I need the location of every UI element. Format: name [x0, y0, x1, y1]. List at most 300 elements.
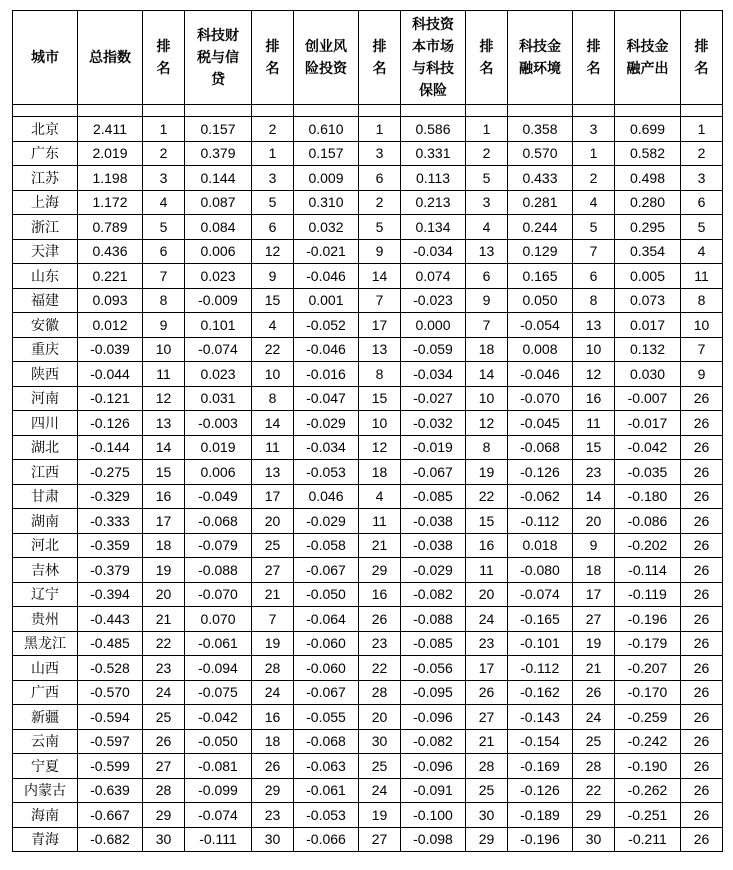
table-row	[13, 729, 723, 754]
value-cell: 26	[681, 680, 723, 705]
value-cell: -0.003	[185, 411, 252, 436]
value-cell: 20	[252, 509, 294, 534]
value-cell: 0.074	[401, 264, 466, 289]
header-line: 城市	[31, 49, 59, 66]
table-row	[13, 239, 723, 264]
value-cell: 16	[359, 582, 401, 607]
column-header-7	[401, 11, 466, 105]
value-cell: 15	[573, 435, 615, 460]
value-cell: -0.074	[185, 337, 252, 362]
value-cell: 0.031	[185, 386, 252, 411]
value-cell: 26	[681, 803, 723, 828]
header-line: 本市场	[412, 38, 454, 55]
column-header-12	[681, 11, 723, 105]
value-cell: -0.094	[185, 656, 252, 681]
value-cell: 14	[466, 362, 508, 387]
value-cell: 8	[681, 288, 723, 313]
value-cell: -0.100	[401, 803, 466, 828]
city-cell: 贵州	[13, 607, 78, 632]
table-row	[13, 411, 723, 436]
column-header-11	[615, 11, 681, 105]
value-cell: 9	[143, 313, 185, 338]
value-cell: -0.251	[615, 803, 681, 828]
column-header-1	[78, 11, 143, 105]
city-cell: 山西	[13, 656, 78, 681]
value-cell: 17	[252, 484, 294, 509]
value-cell: -0.485	[78, 631, 143, 656]
value-cell: -0.047	[294, 386, 359, 411]
value-cell: 8	[466, 435, 508, 460]
value-cell: -0.099	[185, 778, 252, 803]
value-cell: 0.019	[185, 435, 252, 460]
value-cell: -0.144	[78, 435, 143, 460]
value-cell: 9	[573, 533, 615, 558]
value-cell: 0.129	[508, 239, 573, 264]
value-cell: 14	[359, 264, 401, 289]
value-cell: 12	[252, 239, 294, 264]
value-cell: 1	[681, 117, 723, 142]
spacer-cell	[401, 105, 466, 117]
table-row	[13, 656, 723, 681]
city-cell: 浙江	[13, 215, 78, 240]
header-line: 排	[586, 38, 601, 55]
value-cell: -0.066	[294, 827, 359, 852]
value-cell: -0.050	[185, 729, 252, 754]
value-cell: -0.096	[401, 754, 466, 779]
column-header-3	[185, 11, 252, 105]
header-row	[13, 11, 723, 105]
value-cell: 19	[573, 631, 615, 656]
value-cell: 23	[252, 803, 294, 828]
value-cell: -0.074	[185, 803, 252, 828]
value-cell: 2	[681, 141, 723, 166]
value-cell: 18	[359, 460, 401, 485]
value-cell: 0.165	[508, 264, 573, 289]
value-cell: -0.061	[185, 631, 252, 656]
value-cell: 5	[466, 166, 508, 191]
city-cell: 河北	[13, 533, 78, 558]
value-cell: 11	[466, 558, 508, 583]
value-cell: 19	[252, 631, 294, 656]
value-cell: -0.079	[185, 533, 252, 558]
value-cell: 26	[681, 484, 723, 509]
spacer-cell	[185, 105, 252, 117]
value-cell: 8	[252, 386, 294, 411]
value-cell: 3	[252, 166, 294, 191]
value-cell: 28	[252, 656, 294, 681]
value-cell: 2.411	[78, 117, 143, 142]
value-cell: 6	[143, 239, 185, 264]
value-cell: 0.280	[615, 190, 681, 215]
value-cell: 22	[143, 631, 185, 656]
value-cell: 0.009	[294, 166, 359, 191]
value-cell: -0.359	[78, 533, 143, 558]
value-cell: -0.046	[508, 362, 573, 387]
value-cell: 0.087	[185, 190, 252, 215]
city-cell: 上海	[13, 190, 78, 215]
header-line: 排	[372, 38, 387, 55]
value-cell: 10	[252, 362, 294, 387]
value-cell: -0.095	[401, 680, 466, 705]
city-cell: 新疆	[13, 705, 78, 730]
city-cell: 广西	[13, 680, 78, 705]
value-cell: 0.006	[185, 460, 252, 485]
value-cell: -0.196	[615, 607, 681, 632]
value-cell: 7	[252, 607, 294, 632]
value-cell: -0.070	[185, 582, 252, 607]
value-cell: 0.084	[185, 215, 252, 240]
value-cell: -0.189	[508, 803, 573, 828]
value-cell: 9	[681, 362, 723, 387]
city-cell: 江西	[13, 460, 78, 485]
value-cell: 13	[466, 239, 508, 264]
header-line: 排	[265, 38, 280, 55]
value-cell: 4	[359, 484, 401, 509]
city-cell: 重庆	[13, 337, 78, 362]
value-cell: -0.042	[615, 435, 681, 460]
value-cell: 20	[466, 582, 508, 607]
header-line: 贷	[211, 71, 225, 88]
header-line: 科技金	[519, 38, 561, 55]
city-cell: 辽宁	[13, 582, 78, 607]
value-cell: 5	[143, 215, 185, 240]
value-cell: -0.639	[78, 778, 143, 803]
header-line: 融环境	[519, 60, 561, 77]
value-cell: -0.070	[508, 386, 573, 411]
value-cell: 0.582	[615, 141, 681, 166]
value-cell: -0.017	[615, 411, 681, 436]
table-row	[13, 288, 723, 313]
value-cell: -0.034	[401, 239, 466, 264]
value-cell: -0.061	[294, 778, 359, 803]
header-line: 排	[156, 38, 171, 55]
value-cell: 23	[359, 631, 401, 656]
value-cell: 2.019	[78, 141, 143, 166]
value-cell: -0.053	[294, 803, 359, 828]
value-cell: 2	[252, 117, 294, 142]
value-cell: 26	[573, 680, 615, 705]
value-cell: 29	[466, 827, 508, 852]
value-cell: 0.023	[185, 264, 252, 289]
header-line: 险投资	[305, 60, 347, 77]
value-cell: 11	[573, 411, 615, 436]
value-cell: -0.075	[185, 680, 252, 705]
value-cell: 30	[252, 827, 294, 852]
value-cell: 21	[252, 582, 294, 607]
city-cell: 福建	[13, 288, 78, 313]
value-cell: -0.126	[508, 460, 573, 485]
value-cell: 26	[359, 607, 401, 632]
spacer-cell	[466, 105, 508, 117]
value-cell: -0.443	[78, 607, 143, 632]
value-cell: 22	[359, 656, 401, 681]
value-cell: -0.027	[401, 386, 466, 411]
value-cell: 0.221	[78, 264, 143, 289]
value-cell: 0.005	[615, 264, 681, 289]
value-cell: 14	[143, 435, 185, 460]
value-cell: 0.610	[294, 117, 359, 142]
value-cell: -0.042	[185, 705, 252, 730]
header-line: 名	[694, 60, 709, 77]
city-cell: 海南	[13, 803, 78, 828]
value-cell: 22	[252, 337, 294, 362]
value-cell: -0.029	[401, 558, 466, 583]
value-cell: 21	[359, 533, 401, 558]
table-row	[13, 533, 723, 558]
value-cell: -0.029	[294, 411, 359, 436]
value-cell: -0.098	[401, 827, 466, 852]
value-cell: 21	[143, 607, 185, 632]
city-cell: 天津	[13, 239, 78, 264]
value-cell: 26	[681, 411, 723, 436]
value-cell: -0.021	[294, 239, 359, 264]
value-cell: 15	[466, 509, 508, 534]
table-row	[13, 631, 723, 656]
header-line: 名	[586, 60, 601, 77]
value-cell: -0.329	[78, 484, 143, 509]
value-cell: 30	[359, 729, 401, 754]
header-line: 创业风	[305, 38, 347, 55]
table-body	[13, 117, 723, 852]
value-cell: -0.049	[185, 484, 252, 509]
value-cell: 28	[143, 778, 185, 803]
value-cell: 16	[252, 705, 294, 730]
header-line: 科技财	[197, 27, 239, 44]
value-cell: -0.038	[401, 533, 466, 558]
value-cell: -0.053	[294, 460, 359, 485]
value-cell: 25	[252, 533, 294, 558]
table-row	[13, 460, 723, 485]
column-header-6	[359, 11, 401, 105]
header-line: 科技金	[626, 38, 669, 55]
table-row	[13, 754, 723, 779]
value-cell: 0.144	[185, 166, 252, 191]
value-cell: -0.081	[185, 754, 252, 779]
table-row	[13, 705, 723, 730]
value-cell: -0.207	[615, 656, 681, 681]
value-cell: 27	[466, 705, 508, 730]
value-cell: 0.000	[401, 313, 466, 338]
value-cell: 5	[573, 215, 615, 240]
value-cell: 25	[143, 705, 185, 730]
table-row	[13, 803, 723, 828]
table-row	[13, 313, 723, 338]
value-cell: 3	[681, 166, 723, 191]
value-cell: 10	[359, 411, 401, 436]
city-cell: 吉林	[13, 558, 78, 583]
value-cell: 0.132	[615, 337, 681, 362]
spacer-cell	[13, 105, 78, 117]
table-row	[13, 386, 723, 411]
value-cell: -0.165	[508, 607, 573, 632]
value-cell: -0.044	[78, 362, 143, 387]
table-row	[13, 117, 723, 142]
city-cell: 宁夏	[13, 754, 78, 779]
value-cell: 27	[252, 558, 294, 583]
value-cell: -0.085	[401, 484, 466, 509]
value-cell: 26	[143, 729, 185, 754]
value-cell: 11	[681, 264, 723, 289]
value-cell: -0.063	[294, 754, 359, 779]
value-cell: 6	[359, 166, 401, 191]
value-cell: -0.259	[615, 705, 681, 730]
value-cell: 7	[466, 313, 508, 338]
value-cell: -0.034	[401, 362, 466, 387]
value-cell: 13	[359, 337, 401, 362]
value-cell: -0.528	[78, 656, 143, 681]
value-cell: -0.067	[401, 460, 466, 485]
value-cell: -0.009	[185, 288, 252, 313]
value-cell: 25	[359, 754, 401, 779]
value-cell: -0.088	[401, 607, 466, 632]
value-cell: 0.310	[294, 190, 359, 215]
value-cell: -0.060	[294, 631, 359, 656]
value-cell: 10	[466, 386, 508, 411]
value-cell: -0.112	[508, 509, 573, 534]
value-cell: 26	[681, 656, 723, 681]
value-cell: 24	[359, 778, 401, 803]
value-cell: 0.433	[508, 166, 573, 191]
header-line: 名	[156, 60, 171, 77]
value-cell: 25	[466, 778, 508, 803]
value-cell: 26	[252, 754, 294, 779]
value-cell: 15	[143, 460, 185, 485]
header-line: 名	[372, 60, 387, 77]
value-cell: 0.436	[78, 239, 143, 264]
column-header-4	[252, 11, 294, 105]
value-cell: 6	[573, 264, 615, 289]
value-cell: 28	[359, 680, 401, 705]
value-cell: 10	[573, 337, 615, 362]
value-cell: 19	[143, 558, 185, 583]
value-cell: 4	[681, 239, 723, 264]
spacer-cell	[78, 105, 143, 117]
value-cell: 16	[573, 386, 615, 411]
value-cell: 11	[252, 435, 294, 460]
value-cell: 12	[143, 386, 185, 411]
value-cell: 0.113	[401, 166, 466, 191]
value-cell: 17	[573, 582, 615, 607]
value-cell: 13	[573, 313, 615, 338]
spacer-cell	[615, 105, 681, 117]
value-cell: 12	[573, 362, 615, 387]
value-cell: -0.082	[401, 582, 466, 607]
value-cell: 3	[359, 141, 401, 166]
value-cell: -0.275	[78, 460, 143, 485]
value-cell: -0.039	[78, 337, 143, 362]
value-cell: -0.052	[294, 313, 359, 338]
value-cell: -0.064	[294, 607, 359, 632]
value-cell: 20	[573, 509, 615, 534]
spacer-cell	[359, 105, 401, 117]
value-cell: 17	[466, 656, 508, 681]
city-cell: 广东	[13, 141, 78, 166]
value-cell: -0.394	[78, 582, 143, 607]
value-cell: -0.050	[294, 582, 359, 607]
value-cell: 26	[681, 533, 723, 558]
value-cell: 0.281	[508, 190, 573, 215]
value-cell: 28	[466, 754, 508, 779]
value-cell: 26	[681, 778, 723, 803]
value-cell: 0.789	[78, 215, 143, 240]
value-cell: -0.096	[401, 705, 466, 730]
value-cell: 1	[143, 117, 185, 142]
spacer-cell	[573, 105, 615, 117]
value-cell: 13	[252, 460, 294, 485]
value-cell: 23	[143, 656, 185, 681]
value-cell: -0.035	[615, 460, 681, 485]
value-cell: -0.029	[294, 509, 359, 534]
value-cell: -0.016	[294, 362, 359, 387]
value-cell: 24	[252, 680, 294, 705]
table-row	[13, 778, 723, 803]
value-cell: 5	[681, 215, 723, 240]
value-cell: -0.211	[615, 827, 681, 852]
value-cell: -0.180	[615, 484, 681, 509]
value-cell: -0.088	[185, 558, 252, 583]
value-cell: -0.032	[401, 411, 466, 436]
ranking-table-container	[12, 10, 723, 852]
value-cell: 10	[681, 313, 723, 338]
value-cell: 0.023	[185, 362, 252, 387]
value-cell: 8	[359, 362, 401, 387]
value-cell: 26	[681, 754, 723, 779]
value-cell: 26	[681, 729, 723, 754]
value-cell: 0.331	[401, 141, 466, 166]
value-cell: 18	[573, 558, 615, 583]
value-cell: 0.586	[401, 117, 466, 142]
value-cell: -0.055	[294, 705, 359, 730]
value-cell: 0.050	[508, 288, 573, 313]
value-cell: -0.121	[78, 386, 143, 411]
value-cell: 3	[466, 190, 508, 215]
value-cell: 7	[573, 239, 615, 264]
table-row	[13, 215, 723, 240]
column-header-8	[466, 11, 508, 105]
value-cell: 1	[466, 117, 508, 142]
value-cell: 1	[359, 117, 401, 142]
table-row	[13, 827, 723, 852]
value-cell: 11	[359, 509, 401, 534]
value-cell: -0.119	[615, 582, 681, 607]
value-cell: -0.170	[615, 680, 681, 705]
value-cell: 18	[143, 533, 185, 558]
city-cell: 甘肃	[13, 484, 78, 509]
value-cell: 0.017	[615, 313, 681, 338]
value-cell: 11	[143, 362, 185, 387]
value-cell: -0.202	[615, 533, 681, 558]
value-cell: -0.068	[294, 729, 359, 754]
value-cell: -0.262	[615, 778, 681, 803]
city-cell: 陕西	[13, 362, 78, 387]
table-row	[13, 166, 723, 191]
value-cell: 0.073	[615, 288, 681, 313]
value-cell: 0.498	[615, 166, 681, 191]
value-cell: -0.597	[78, 729, 143, 754]
table-row	[13, 337, 723, 362]
value-cell: 27	[359, 827, 401, 852]
value-cell: 0.093	[78, 288, 143, 313]
value-cell: 26	[681, 509, 723, 534]
value-cell: 29	[143, 803, 185, 828]
value-cell: 0.295	[615, 215, 681, 240]
table-row	[13, 190, 723, 215]
value-cell: 30	[466, 803, 508, 828]
value-cell: 26	[681, 460, 723, 485]
value-cell: -0.023	[401, 288, 466, 313]
value-cell: 29	[359, 558, 401, 583]
value-cell: -0.091	[401, 778, 466, 803]
